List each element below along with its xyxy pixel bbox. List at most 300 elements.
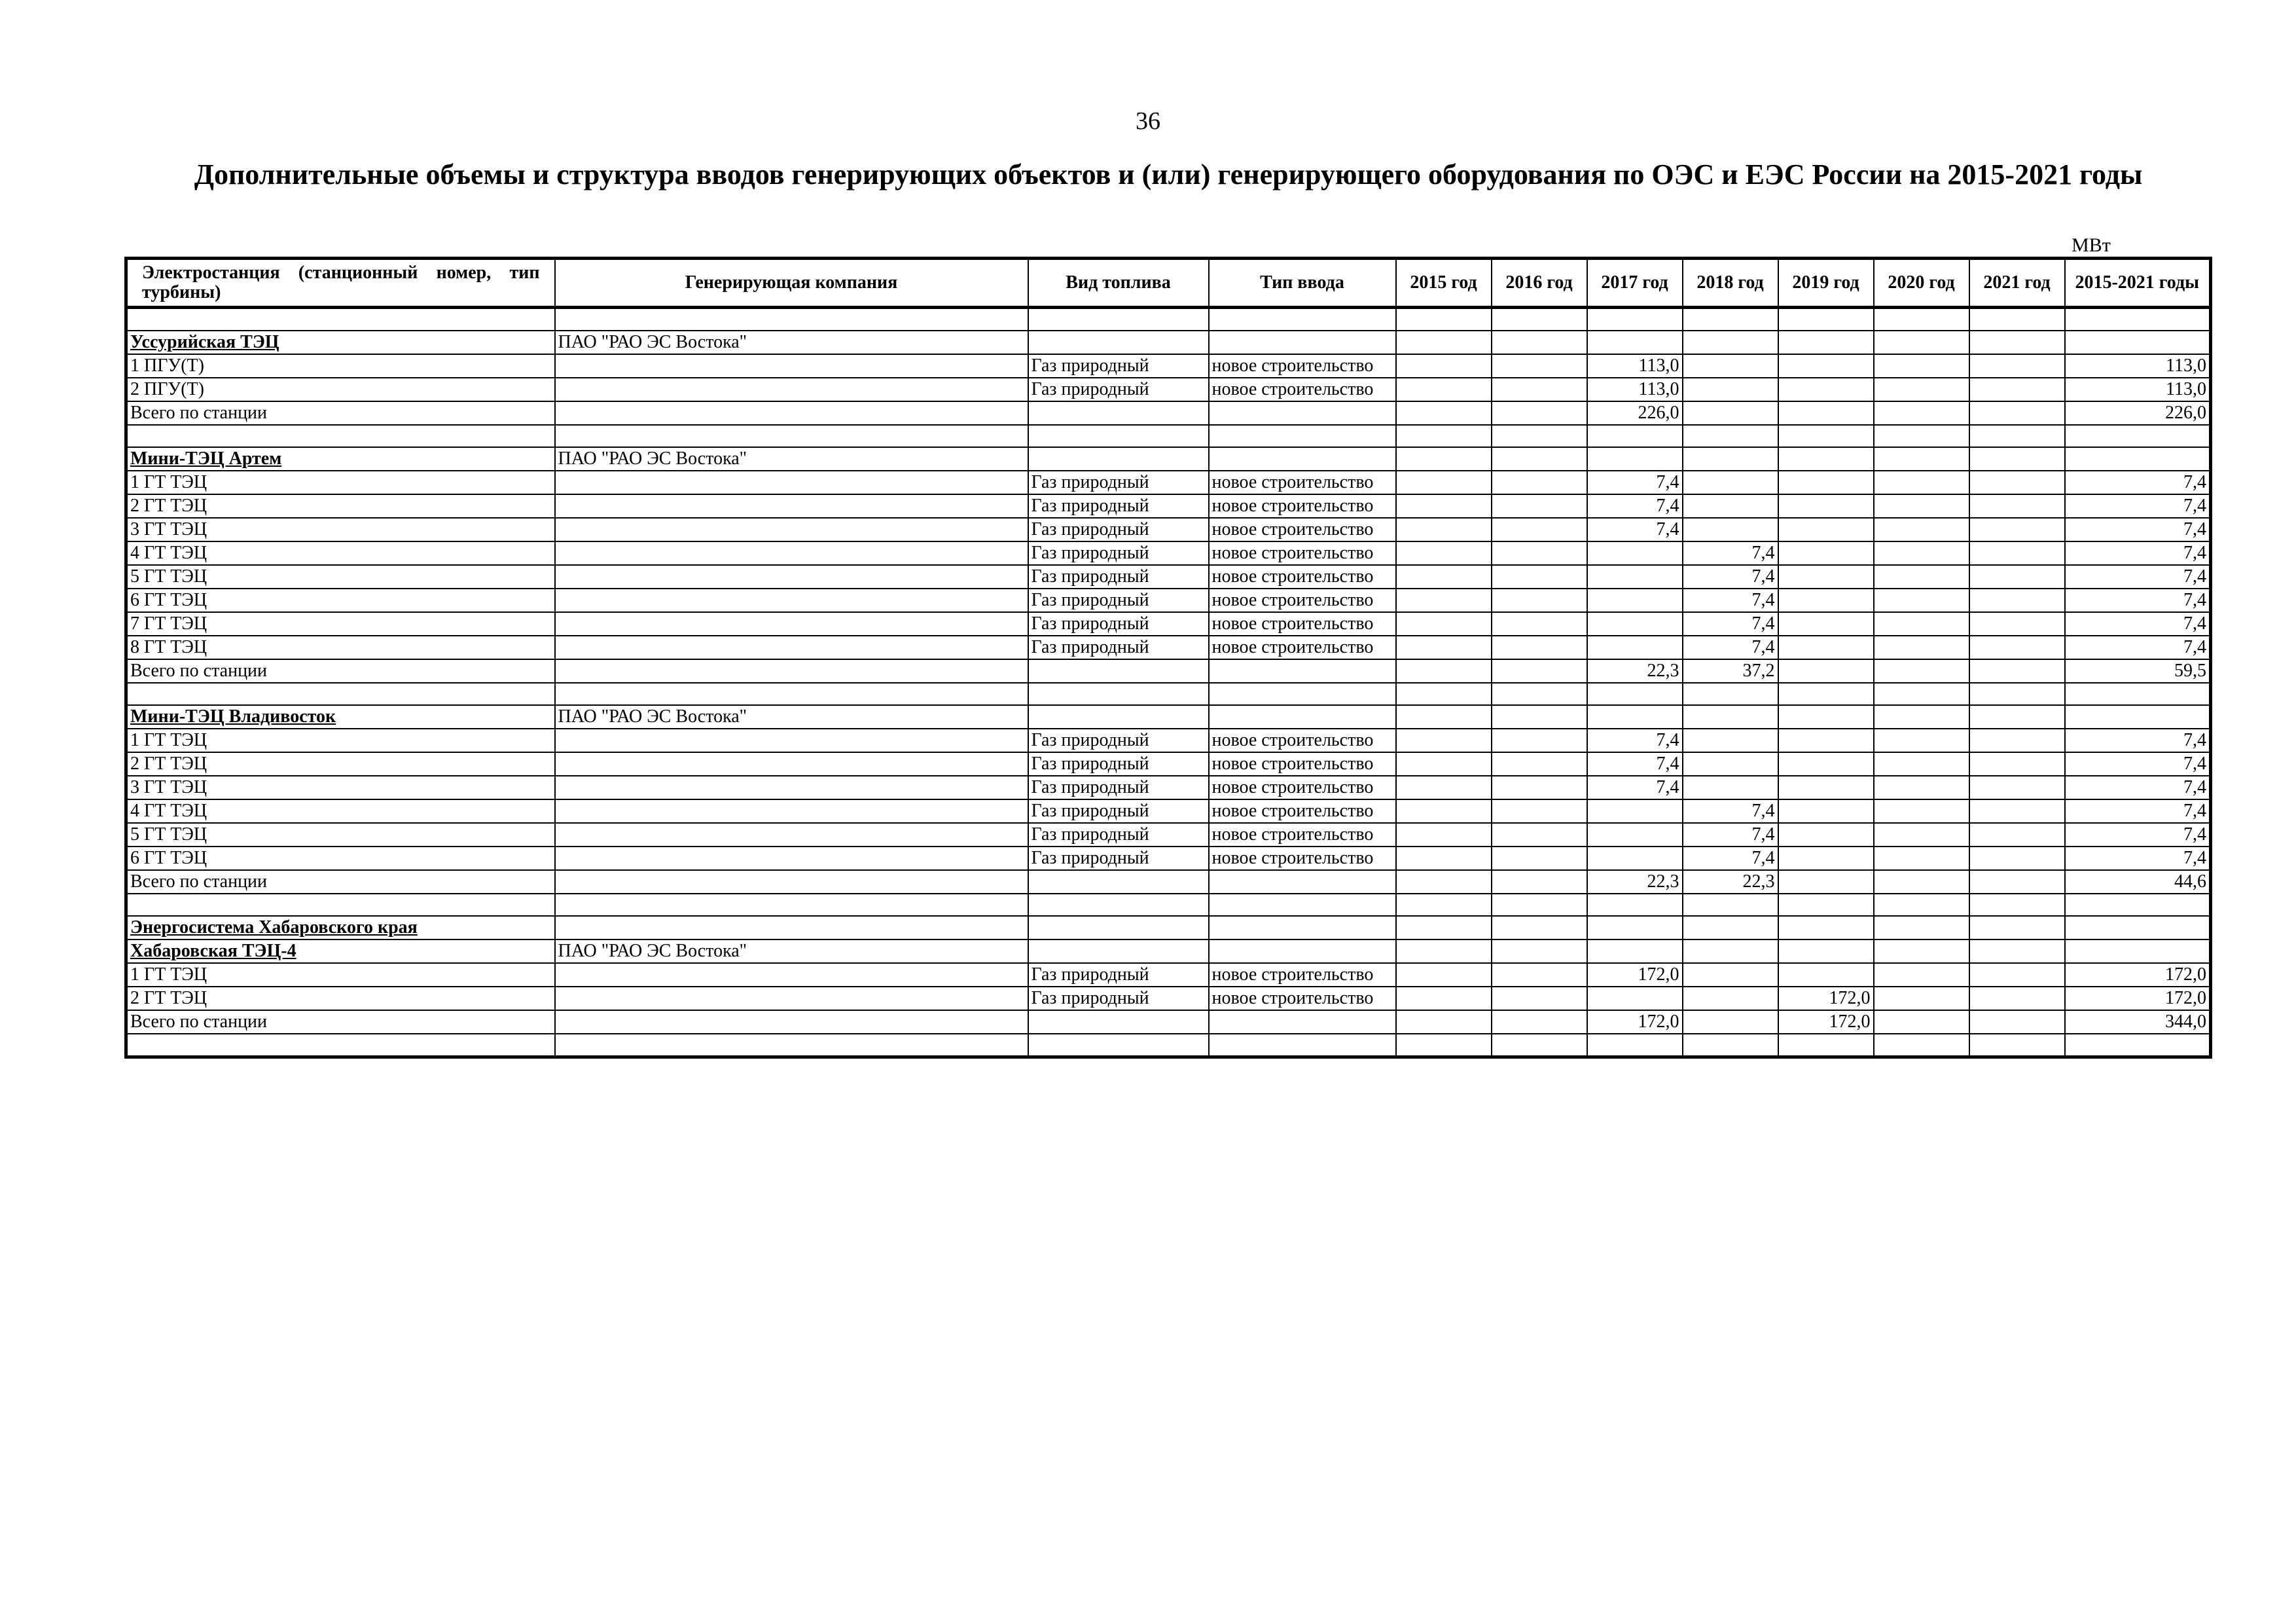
empty-cell [1969, 425, 2065, 447]
empty-cell [1969, 308, 2065, 331]
empty-cell [1587, 1034, 1683, 1057]
header-2016: 2016 год [1492, 259, 1587, 308]
empty-cell [1874, 447, 1969, 471]
value-cell: 7,4 [2065, 823, 2211, 847]
empty-cell [1209, 1010, 1396, 1034]
input-type: новое строительство [1209, 589, 1396, 612]
empty-cell [2065, 1034, 2211, 1057]
empty-cell [1028, 1034, 1209, 1057]
value-cell [1969, 612, 2065, 636]
value-cell [1492, 636, 1587, 659]
input-type: новое строительство [1209, 612, 1396, 636]
value-cell [1492, 354, 1587, 378]
empty-cell [1969, 331, 2065, 354]
fuel-type: Газ природный [1028, 612, 1209, 636]
fuel-type: Газ природный [1028, 987, 1209, 1010]
header-input-type: Тип ввода [1209, 259, 1396, 308]
value-cell: 113,0 [1587, 354, 1683, 378]
company-cell [555, 823, 1028, 847]
value-cell: 7,4 [1683, 589, 1778, 612]
empty-cell [1492, 939, 1587, 963]
value-cell [1396, 378, 1492, 401]
empty-cell [1028, 894, 1209, 916]
table-row [126, 870, 2211, 894]
value-cell: 7,4 [1587, 471, 1683, 494]
empty-cell [1969, 939, 2065, 963]
empty-cell [1587, 705, 1683, 729]
station-total-label: Всего по станции [126, 401, 555, 425]
company-cell [555, 494, 1028, 518]
empty-cell [1396, 683, 1492, 705]
value-cell [1969, 471, 2065, 494]
value-cell [1874, 636, 1969, 659]
company-cell [555, 987, 1028, 1010]
value-cell [1778, 636, 1874, 659]
empty-cell [1028, 401, 1209, 425]
empty-cell [555, 1034, 1028, 1057]
unit-name: 2 ГТ ТЭЦ [126, 494, 555, 518]
company-cell [555, 729, 1028, 752]
table-row [126, 331, 2211, 354]
value-cell [1683, 729, 1778, 752]
energy-system-header: Энергосистема Хабаровского края [126, 916, 555, 939]
table-row [126, 1010, 2211, 1034]
value-cell [1874, 565, 1969, 589]
value-cell [1778, 847, 1874, 870]
table-row [126, 916, 2211, 939]
table-row [126, 612, 2211, 636]
company-cell [555, 963, 1028, 987]
empty-cell [1396, 425, 1492, 447]
page-number: 36 [1136, 107, 1160, 135]
empty-cell [126, 308, 555, 331]
empty-cell [126, 894, 555, 916]
value-cell [1969, 823, 2065, 847]
value-cell: 7,4 [2065, 752, 2211, 776]
empty-cell [2065, 308, 2211, 331]
empty-cell [1969, 447, 2065, 471]
empty-cell [555, 916, 1028, 939]
fuel-type: Газ природный [1028, 752, 1209, 776]
empty-cell [126, 683, 555, 705]
value-cell [1969, 589, 2065, 612]
value-cell [1396, 494, 1492, 518]
value-cell [1874, 494, 1969, 518]
total-value-cell [1396, 659, 1492, 683]
total-value-cell [1874, 659, 1969, 683]
empty-cell [2065, 894, 2211, 916]
value-cell [1587, 636, 1683, 659]
table-row [126, 425, 2211, 447]
value-cell: 7,4 [2065, 541, 2211, 565]
empty-cell [1209, 401, 1396, 425]
value-cell [1778, 752, 1874, 776]
fuel-type: Газ природный [1028, 636, 1209, 659]
header-fuel: Вид топлива [1028, 259, 1209, 308]
empty-cell [1874, 425, 1969, 447]
value-cell: 7,4 [2065, 518, 2211, 541]
total-value-cell [1874, 1010, 1969, 1034]
value-cell [1874, 752, 1969, 776]
input-type: новое строительство [1209, 494, 1396, 518]
value-cell [1492, 378, 1587, 401]
value-cell: 7,4 [2065, 471, 2211, 494]
empty-cell [1778, 916, 1874, 939]
empty-cell [1587, 683, 1683, 705]
value-cell [1683, 987, 1778, 1010]
empty-cell [1028, 447, 1209, 471]
total-value-cell [1683, 401, 1778, 425]
value-cell [1683, 752, 1778, 776]
empty-cell [1587, 939, 1683, 963]
total-value-cell [1778, 401, 1874, 425]
value-cell [1587, 612, 1683, 636]
table-row [126, 541, 2211, 565]
value-cell [1396, 847, 1492, 870]
value-cell: 7,4 [1683, 847, 1778, 870]
unit-name: 1 ПГУ(Т) [126, 354, 555, 378]
value-cell [1969, 963, 2065, 987]
total-value-cell [1874, 870, 1969, 894]
value-cell [1396, 987, 1492, 1010]
empty-cell [1209, 683, 1396, 705]
total-value-cell [1778, 870, 1874, 894]
empty-cell [1874, 1034, 1969, 1057]
empty-cell [1969, 916, 2065, 939]
empty-cell [1209, 1034, 1396, 1057]
empty-cell [1209, 870, 1396, 894]
table-row [126, 378, 2211, 401]
table-row [126, 987, 2211, 1010]
capacity-table [124, 257, 2212, 1059]
value-cell: 7,4 [2065, 612, 2211, 636]
company-cell [555, 541, 1028, 565]
fuel-type: Газ природный [1028, 518, 1209, 541]
empty-cell [1492, 331, 1587, 354]
empty-cell [1778, 331, 1874, 354]
empty-cell [1683, 916, 1778, 939]
company-cell [555, 799, 1028, 823]
value-cell: 172,0 [1778, 987, 1874, 1010]
empty-cell [1969, 683, 2065, 705]
value-cell [1683, 494, 1778, 518]
total-value-cell [1683, 1010, 1778, 1034]
value-cell: 7,4 [2065, 636, 2211, 659]
value-cell [1874, 541, 1969, 565]
total-value-cell [1969, 659, 2065, 683]
value-cell [1778, 612, 1874, 636]
table-row [126, 847, 2211, 870]
table-row [126, 823, 2211, 847]
empty-cell [1587, 916, 1683, 939]
fuel-type: Газ природный [1028, 963, 1209, 987]
value-cell [1778, 565, 1874, 589]
value-cell [1683, 354, 1778, 378]
value-cell: 7,4 [1683, 541, 1778, 565]
empty-cell [1778, 705, 1874, 729]
value-cell [1874, 729, 1969, 752]
value-cell [1969, 799, 2065, 823]
value-cell [1969, 636, 2065, 659]
value-cell [1396, 354, 1492, 378]
value-cell [1778, 471, 1874, 494]
empty-cell [1492, 683, 1587, 705]
value-cell [1874, 589, 1969, 612]
company-name: ПАО "РАО ЭС Востока" [555, 331, 1028, 354]
total-value-cell: 344,0 [2065, 1010, 2211, 1034]
empty-cell [1587, 331, 1683, 354]
empty-cell [2065, 425, 2211, 447]
input-type: новое строительство [1209, 752, 1396, 776]
total-value-cell [1492, 401, 1587, 425]
table-row [126, 1034, 2211, 1057]
value-cell [1492, 565, 1587, 589]
fuel-type: Газ природный [1028, 494, 1209, 518]
total-value-cell [1969, 401, 2065, 425]
value-cell [1778, 823, 1874, 847]
table-row [126, 494, 2211, 518]
station-name: Мини-ТЭЦ Владивосток [126, 705, 555, 729]
empty-cell [1028, 659, 1209, 683]
table-row [126, 401, 2211, 425]
value-cell [1778, 729, 1874, 752]
fuel-type: Газ природный [1028, 823, 1209, 847]
total-value-cell [1492, 870, 1587, 894]
empty-cell [1028, 683, 1209, 705]
value-cell [1396, 589, 1492, 612]
value-cell: 7,4 [1683, 823, 1778, 847]
empty-cell [1683, 683, 1778, 705]
company-cell [555, 565, 1028, 589]
value-cell [1683, 471, 1778, 494]
empty-cell [1587, 425, 1683, 447]
value-cell [1874, 799, 1969, 823]
empty-cell [1396, 916, 1492, 939]
value-cell [1492, 612, 1587, 636]
station-total-label: Всего по станции [126, 1010, 555, 1034]
empty-cell [2065, 683, 2211, 705]
empty-cell [2065, 331, 2211, 354]
value-cell [1492, 541, 1587, 565]
fuel-type: Газ природный [1028, 541, 1209, 565]
input-type: новое строительство [1209, 823, 1396, 847]
input-type: новое строительство [1209, 471, 1396, 494]
value-cell [1587, 589, 1683, 612]
header-total: 2015-2021 годы [2065, 259, 2211, 308]
unit-name: 1 ГТ ТЭЦ [126, 471, 555, 494]
total-value-cell: 172,0 [1778, 1010, 1874, 1034]
value-cell [1969, 847, 2065, 870]
total-value-cell: 37,2 [1683, 659, 1778, 683]
empty-cell [126, 425, 555, 447]
table-row [126, 705, 2211, 729]
empty-cell [1778, 1034, 1874, 1057]
company-cell [555, 518, 1028, 541]
value-cell [1492, 729, 1587, 752]
value-cell [1492, 494, 1587, 518]
value-cell [1396, 471, 1492, 494]
unit-name: 1 ГТ ТЭЦ [126, 963, 555, 987]
table-row [126, 963, 2211, 987]
input-type: новое строительство [1209, 963, 1396, 987]
table-body [126, 308, 2211, 1057]
value-cell [1492, 799, 1587, 823]
value-cell [1778, 494, 1874, 518]
empty-cell [2065, 939, 2211, 963]
company-cell [555, 636, 1028, 659]
input-type: новое строительство [1209, 799, 1396, 823]
value-cell [1778, 776, 1874, 799]
value-cell: 7,4 [2065, 494, 2211, 518]
value-cell [1969, 494, 2065, 518]
table-row [126, 776, 2211, 799]
header-2020: 2020 год [1874, 259, 1969, 308]
table-row [126, 894, 2211, 916]
units-label: МВт [2072, 234, 2111, 256]
empty-cell [1396, 705, 1492, 729]
company-cell [555, 589, 1028, 612]
empty-cell [555, 683, 1028, 705]
value-cell [1969, 752, 2065, 776]
fuel-type: Газ природный [1028, 799, 1209, 823]
value-cell: 7,4 [1683, 565, 1778, 589]
empty-cell [1028, 308, 1209, 331]
empty-cell [1396, 331, 1492, 354]
value-cell [1492, 518, 1587, 541]
unit-name: 2 ГТ ТЭЦ [126, 987, 555, 1010]
value-cell [1874, 612, 1969, 636]
empty-cell [1492, 308, 1587, 331]
empty-cell [1492, 1034, 1587, 1057]
value-cell [1492, 752, 1587, 776]
unit-name: 3 ГТ ТЭЦ [126, 518, 555, 541]
empty-cell [1028, 916, 1209, 939]
unit-name: 7 ГТ ТЭЦ [126, 612, 555, 636]
empty-cell [1874, 894, 1969, 916]
table-row [126, 354, 2211, 378]
fuel-type: Газ природный [1028, 729, 1209, 752]
empty-cell [1396, 939, 1492, 963]
value-cell [1874, 963, 1969, 987]
station-total-label: Всего по станции [126, 870, 555, 894]
value-cell [1587, 847, 1683, 870]
value-cell: 7,4 [1587, 776, 1683, 799]
unit-name: 4 ГТ ТЭЦ [126, 799, 555, 823]
value-cell [1874, 518, 1969, 541]
value-cell: 172,0 [2065, 963, 2211, 987]
empty-cell [555, 425, 1028, 447]
total-value-cell: 44,6 [2065, 870, 2211, 894]
empty-cell [1209, 916, 1396, 939]
value-cell [1396, 541, 1492, 565]
company-name: ПАО "РАО ЭС Востока" [555, 705, 1028, 729]
total-value-cell [1396, 1010, 1492, 1034]
value-cell [1587, 823, 1683, 847]
empty-cell [1778, 683, 1874, 705]
value-cell [1683, 776, 1778, 799]
empty-cell [1874, 683, 1969, 705]
value-cell [1396, 776, 1492, 799]
value-cell [1969, 354, 2065, 378]
input-type: новое строительство [1209, 776, 1396, 799]
empty-cell [1587, 894, 1683, 916]
total-value-cell: 226,0 [2065, 401, 2211, 425]
total-value-cell [1396, 401, 1492, 425]
empty-cell [555, 659, 1028, 683]
value-cell: 7,4 [1683, 636, 1778, 659]
value-cell [1683, 963, 1778, 987]
empty-cell [1209, 331, 1396, 354]
value-cell: 7,4 [2065, 847, 2211, 870]
value-cell [1874, 776, 1969, 799]
input-type: новое строительство [1209, 354, 1396, 378]
empty-cell [1874, 331, 1969, 354]
header-2015: 2015 год [1396, 259, 1492, 308]
company-cell [555, 752, 1028, 776]
value-cell [1969, 518, 2065, 541]
value-cell [1396, 799, 1492, 823]
unit-name: 6 ГТ ТЭЦ [126, 589, 555, 612]
empty-cell [555, 870, 1028, 894]
table-row [126, 589, 2211, 612]
empty-cell [1209, 659, 1396, 683]
value-cell: 7,4 [2065, 565, 2211, 589]
value-cell: 7,4 [1587, 518, 1683, 541]
empty-cell [1683, 705, 1778, 729]
fuel-type: Газ природный [1028, 471, 1209, 494]
value-cell [1969, 776, 2065, 799]
value-cell [1587, 565, 1683, 589]
value-cell: 7,4 [1683, 799, 1778, 823]
empty-cell [1683, 447, 1778, 471]
empty-cell [555, 308, 1028, 331]
value-cell: 7,4 [2065, 776, 2211, 799]
empty-cell [1683, 425, 1778, 447]
empty-cell [1778, 425, 1874, 447]
value-cell: 7,4 [2065, 729, 2211, 752]
table-row [126, 636, 2211, 659]
value-cell: 7,4 [1587, 494, 1683, 518]
input-type: новое строительство [1209, 847, 1396, 870]
fuel-type: Газ природный [1028, 378, 1209, 401]
value-cell [1587, 799, 1683, 823]
table-header-row [126, 259, 2211, 308]
empty-cell [1587, 308, 1683, 331]
value-cell: 113,0 [1587, 378, 1683, 401]
empty-cell [126, 1034, 555, 1057]
page-title: Дополнительные объемы и структура вводов генерирующих объектов и (или) генерирующего оборудования по ОЭС и ЕЭС России на 2015-2021 годы [194, 158, 2143, 191]
empty-cell [1492, 705, 1587, 729]
value-cell [1874, 378, 1969, 401]
empty-cell [555, 894, 1028, 916]
value-cell [1969, 541, 2065, 565]
value-cell [1683, 518, 1778, 541]
value-cell [1778, 589, 1874, 612]
unit-name: 5 ГТ ТЭЦ [126, 565, 555, 589]
unit-name: 6 ГТ ТЭЦ [126, 847, 555, 870]
value-cell: 172,0 [1587, 963, 1683, 987]
station-total-label: Всего по станции [126, 659, 555, 683]
empty-cell [1778, 939, 1874, 963]
empty-cell [1209, 308, 1396, 331]
empty-cell [1492, 425, 1587, 447]
empty-cell [555, 401, 1028, 425]
value-cell: 7,4 [2065, 589, 2211, 612]
empty-cell [2065, 447, 2211, 471]
total-value-cell: 172,0 [1587, 1010, 1683, 1034]
company-cell [555, 847, 1028, 870]
table-row [126, 729, 2211, 752]
